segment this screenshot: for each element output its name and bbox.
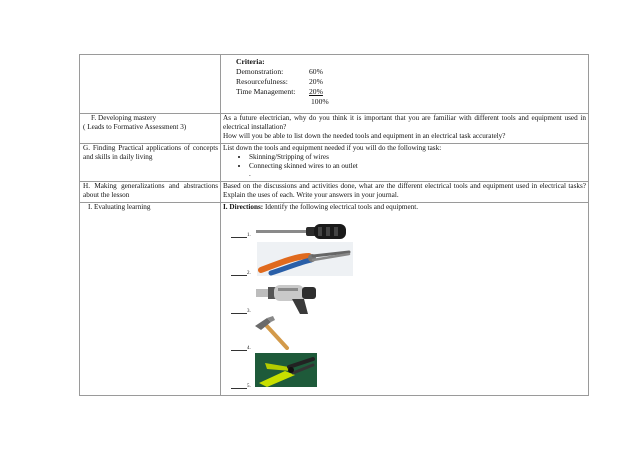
- criteria-item: [236, 87, 586, 97]
- answer-blank: 1.: [231, 230, 251, 242]
- wire-stripper-image: [255, 353, 317, 387]
- row-label-cell: [80, 182, 221, 203]
- answer-blank: 5.: [231, 381, 251, 393]
- directions-text: Identify the following electrical tools and equipment.: [263, 203, 419, 211]
- hammer-image: [253, 316, 291, 350]
- criteria-title: Criteria:: [236, 57, 265, 66]
- criteria-label: Time Management:: [236, 87, 296, 96]
- screwdriver-image: [256, 221, 348, 243]
- row-text: How will you be able to list down the needed tools and equipment in an electrical task accurately?: [223, 132, 506, 140]
- row-text: As a future electrician, why do you think it is important that you are familiar with different tools and equipment used in electrical installation?: [223, 114, 586, 131]
- directions-label: I. Directions:: [223, 203, 264, 211]
- criteria-row: [80, 55, 589, 114]
- row-label: I. Evaluating learning: [88, 203, 151, 211]
- criteria-item: [236, 67, 586, 77]
- row-label-cell: [80, 144, 221, 182]
- trailing-dot: .: [249, 170, 251, 178]
- list-item: • Connecting skinned wires to an outlet: [249, 162, 586, 171]
- criteria-label: Resourcefulness:: [236, 77, 288, 86]
- row-generalizations: [80, 182, 589, 203]
- criteria-value: 60%: [309, 67, 323, 76]
- row-label: F. Developing mastery: [91, 114, 157, 122]
- row-content-cell: [221, 114, 589, 144]
- criteria-cell: [221, 55, 589, 114]
- criteria-total: 100%: [311, 97, 329, 106]
- row-label: G. Finding Practical applications of concepts and skills in daily living: [83, 144, 218, 161]
- criteria-item: [236, 77, 586, 87]
- row-content-cell: [221, 144, 589, 182]
- answer-blank: 4.: [231, 343, 251, 355]
- list-item: • Skinning/Stripping of wires: [249, 153, 586, 162]
- row-developing-mastery: [80, 114, 589, 144]
- long-nose-pliers-image: [257, 242, 353, 276]
- row-label: H. Making generalizations and abstractions about the lesson: [83, 182, 218, 199]
- row-content-cell: [221, 182, 589, 203]
- answer-blank: 3.: [231, 306, 251, 318]
- row-content-cell: [221, 203, 589, 396]
- criteria-value: 20%: [309, 77, 323, 86]
- row-text: Based on the discussions and activities done, what are the different electrical tools and equipment used in electrical tasks? Explain the uses of each. Write your answers in your journal.: [223, 182, 586, 199]
- electric-drill-image: [256, 281, 318, 315]
- row-label-sub: ( Leads to Formative Assessment 3): [83, 123, 187, 131]
- row-label-cell: [80, 203, 221, 396]
- row-text: List down the tools and equipment needed if you will do the following task:: [223, 144, 442, 152]
- task-list: [223, 153, 586, 171]
- row-evaluating-learning: [80, 203, 589, 396]
- row-label-cell: [80, 114, 221, 144]
- tool-images-area: [223, 212, 586, 395]
- criteria-left-cell: [80, 55, 221, 114]
- answer-blank: 2.: [231, 268, 251, 280]
- criteria-value: 20%: [309, 87, 323, 96]
- row-practical-applications: [80, 144, 589, 182]
- criteria-label: Demonstration:: [236, 67, 284, 76]
- lesson-plan-table: [79, 54, 589, 396]
